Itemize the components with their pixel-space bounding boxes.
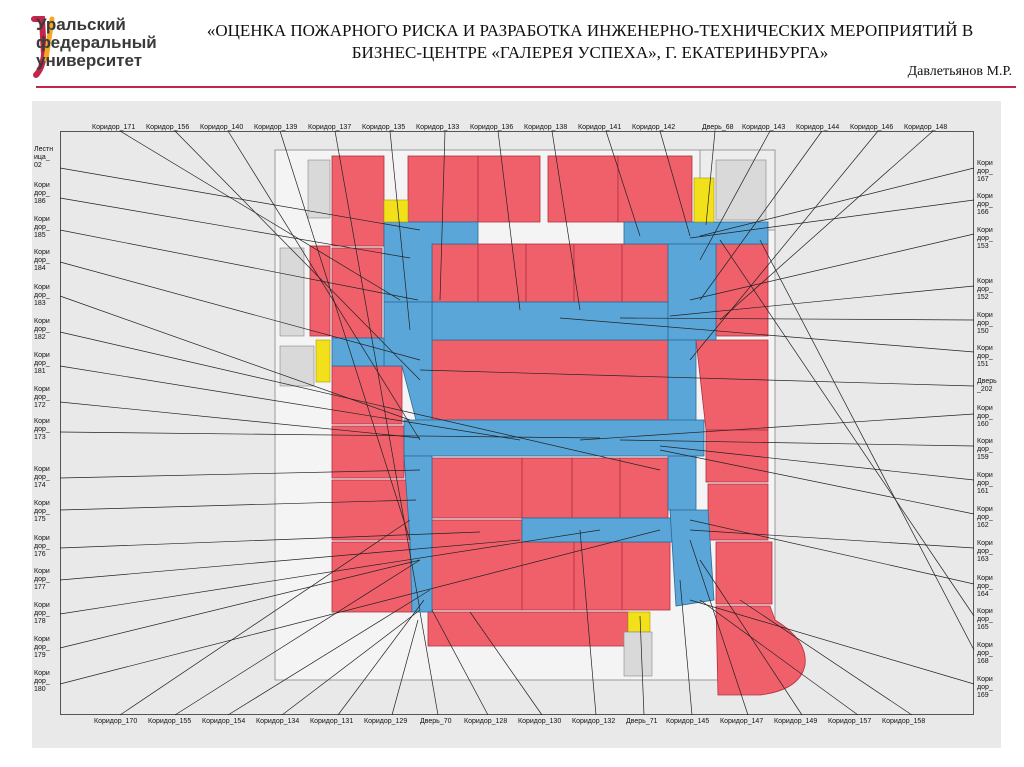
label-right-door-202: Дверь _202 — [977, 378, 997, 393]
corridor — [668, 244, 716, 340]
label-bottom: Коридор_134 — [256, 718, 300, 725]
label-right: Кори дор_ 162 — [977, 506, 993, 529]
label-right: Кори дор_ 164 — [977, 575, 993, 598]
stair — [316, 340, 330, 382]
label-bottom: Коридор_145 — [666, 718, 710, 725]
label-left: Кори дор_ 186 — [34, 182, 50, 205]
label-bottom: Коридор_158 — [882, 718, 926, 725]
logo-line-2: федеральный — [36, 33, 157, 52]
shaft — [308, 160, 330, 218]
label-left: Кори дор_ 177 — [34, 568, 50, 591]
room — [310, 246, 330, 336]
label-top: Коридор_146 — [850, 124, 894, 131]
label-top: Дверь_68 — [702, 124, 734, 131]
title-line-2: БИЗНЕС-ЦЕНТРЕ «ГАЛЕРЕЯ УСПЕХА», Г. ЕКАТЕРИНБУРГА» — [351, 43, 829, 62]
room — [428, 612, 628, 646]
label-right: Кори дор_ 163 — [977, 540, 993, 563]
corridor — [432, 302, 668, 340]
room — [478, 244, 526, 302]
label-right: Кори дор_ 150 — [977, 312, 993, 335]
label-left: Кори дор_ 185 — [34, 216, 50, 239]
room — [478, 156, 540, 222]
label-top: Коридор_133 — [416, 124, 460, 131]
label-left: Кори дор_ 180 — [34, 670, 50, 693]
label-top: Коридор_143 — [742, 124, 786, 131]
room — [548, 156, 618, 222]
room — [618, 156, 692, 222]
label-right: Кори дор_ 167 — [977, 160, 993, 183]
label-right: Кори дор_ 169 — [977, 676, 993, 699]
label-left: Кори дор_ 181 — [34, 352, 50, 375]
shaft — [716, 160, 766, 220]
room — [574, 542, 622, 610]
room — [522, 458, 572, 518]
label-top: Коридор_148 — [904, 124, 948, 131]
label-bottom: Коридор_149 — [774, 718, 818, 725]
label-right: Кори дор_ 168 — [977, 642, 993, 665]
room — [696, 340, 768, 430]
shaft — [624, 632, 652, 676]
label-right: Кори дор_ 159 — [977, 438, 993, 461]
room — [572, 458, 620, 518]
label-bottom: Коридор_130 — [518, 718, 562, 725]
label-bottom: Коридор_129 — [364, 718, 408, 725]
label-top: Коридор_138 — [524, 124, 568, 131]
label-top: Коридор_144 — [796, 124, 840, 131]
label-left: Кори дор_ 179 — [34, 636, 50, 659]
room — [622, 542, 670, 610]
room — [432, 244, 478, 302]
label-bottom: Дверь_71 — [626, 718, 658, 725]
room — [574, 244, 622, 302]
label-right: Кори дор_ 161 — [977, 472, 993, 495]
label-left: Кори дор_ 184 — [34, 249, 50, 272]
label-left: Кори дор_ 172 — [34, 386, 50, 409]
room — [432, 340, 668, 420]
label-top: Коридор_171 — [92, 124, 136, 131]
label-top: Коридор_140 — [200, 124, 244, 131]
room — [332, 542, 412, 612]
label-bottom: Дверь_70 — [420, 718, 452, 725]
label-top: Коридор_135 — [362, 124, 406, 131]
stair — [384, 200, 408, 222]
logo-line-1: Уральский — [36, 15, 126, 34]
room — [622, 244, 668, 302]
room — [432, 458, 522, 518]
logo-line-3: университет — [36, 51, 143, 70]
label-right: Кори дор_ 160 — [977, 405, 993, 428]
room — [716, 606, 805, 695]
room — [522, 542, 574, 610]
label-top: Коридор_139 — [254, 124, 298, 131]
label-top: Коридор_141 — [578, 124, 622, 131]
room — [526, 244, 574, 302]
label-left-stair-02: Лестн ица_ 02 — [34, 146, 54, 169]
label-bottom: Коридор_147 — [720, 718, 764, 725]
label-left: Кори дор_ 174 — [34, 466, 50, 489]
room — [716, 542, 772, 604]
room — [716, 244, 768, 336]
room — [332, 426, 404, 478]
label-top: Коридор_136 — [470, 124, 514, 131]
stair — [694, 178, 714, 222]
room — [620, 458, 668, 518]
label-right: Кори дор_ 165 — [977, 608, 993, 631]
author-name: Давлетьянов М.Р. — [907, 64, 1012, 79]
label-left: Кори дор_ 176 — [34, 535, 50, 558]
label-right: Кори дор_ 151 — [977, 345, 993, 368]
room — [332, 156, 384, 246]
corridor — [404, 420, 704, 456]
label-right: Кори дор_ 166 — [977, 193, 993, 216]
label-top: Коридор_142 — [632, 124, 676, 131]
label-left: Кори дор_ 182 — [34, 318, 50, 341]
label-left: Кори дор_ 178 — [34, 602, 50, 625]
label-left: Кори дор_ 183 — [34, 284, 50, 307]
label-top: Коридор_156 — [146, 124, 190, 131]
label-right: Кори дор_ 152 — [977, 278, 993, 301]
label-bottom: Коридор_157 — [828, 718, 872, 725]
corridor — [624, 222, 768, 244]
label-bottom: Коридор_131 — [310, 718, 354, 725]
room — [706, 430, 768, 482]
label-bottom: Коридор_128 — [464, 718, 508, 725]
stair — [628, 612, 650, 632]
room — [332, 248, 382, 338]
label-left: Кори дор_ 175 — [34, 500, 50, 523]
label-top: Коридор_137 — [308, 124, 352, 131]
label-bottom: Коридор_170 — [94, 718, 138, 725]
label-right: Кори дор_ 153 — [977, 227, 993, 250]
label-bottom: Коридор_132 — [572, 718, 616, 725]
label-bottom: Коридор_154 — [202, 718, 246, 725]
title-line-1: «ОЦЕНКА ПОЖАРНОГО РИСКА И РАЗРАБОТКА ИНЖЕНЕРНО-ТЕХНИЧЕСКИХ МЕРОПРИЯТИЙ В — [206, 21, 974, 40]
label-bottom: Коридор_155 — [148, 718, 192, 725]
label-left: Кори дор_ 173 — [34, 418, 50, 441]
